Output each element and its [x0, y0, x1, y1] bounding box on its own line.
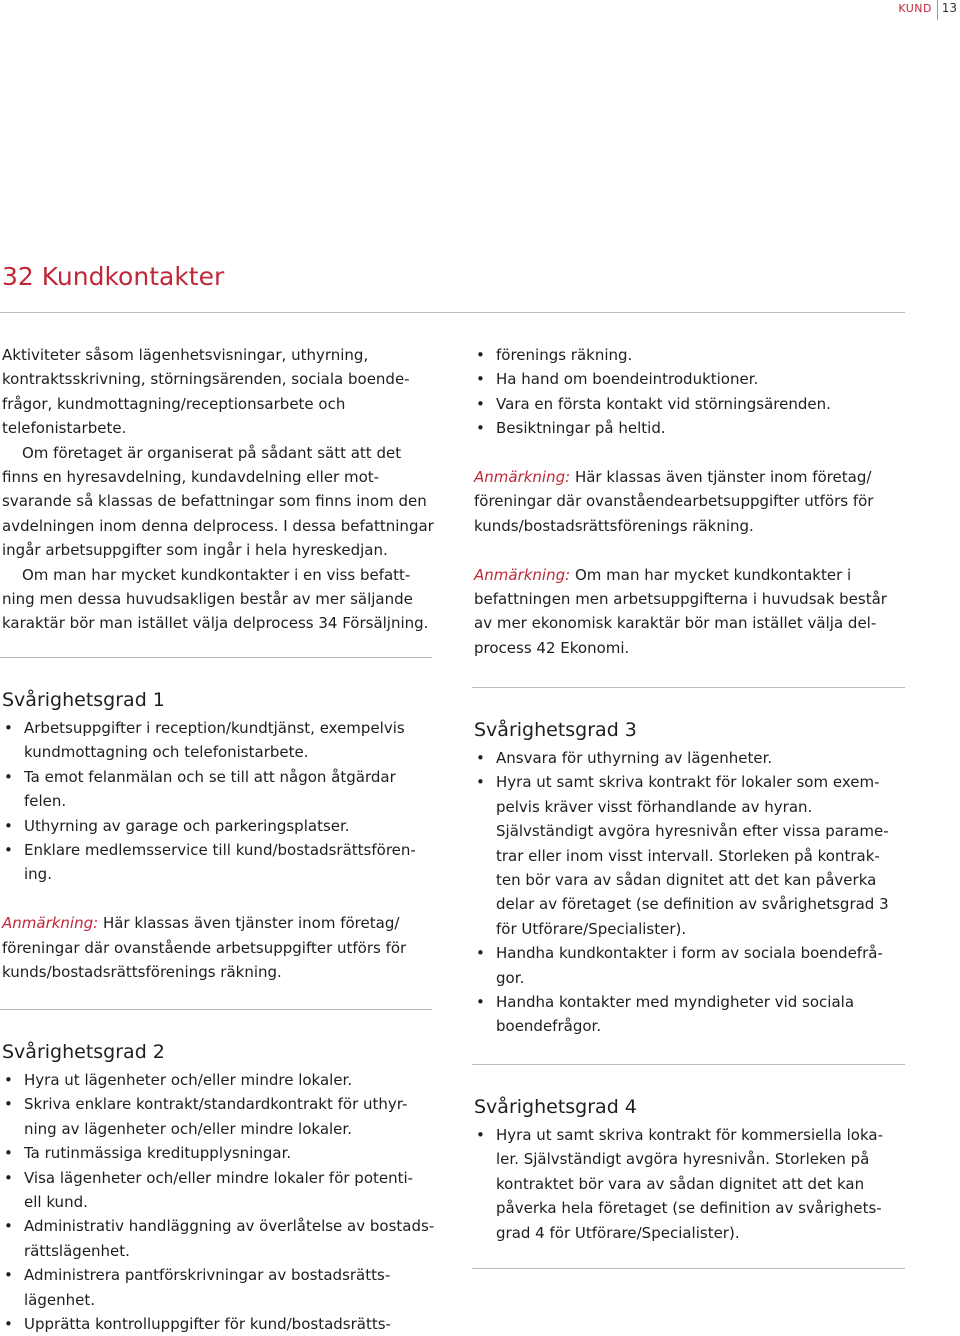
section-label: KUND [898, 2, 932, 15]
note-label: Anmärkning: [474, 565, 571, 584]
list-item: • Handha kundkontakter i form av sociala boendefrå- gor. [474, 941, 914, 990]
list-item-continued: • förenings räkning. [474, 343, 914, 367]
grade2-heading: Svårighetsgrad 2 [2, 1041, 165, 1063]
list-item: • Ansvara för uthyrning av lägenheter. [474, 746, 914, 770]
paragraph-line: karaktär bör man istället välja delprocess 34 Försäljning. [2, 614, 429, 633]
list-item: • Uthyrning av garage och parkeringsplatser. [2, 814, 442, 838]
grade2-section [2, 1040, 442, 1336]
list-item: • Skriva enklare kontrakt/standardkontrakt för uthyr- ning av lägenheter och/eller mindre lokaler. [2, 1092, 442, 1141]
note-line: föreningar där ovanstående arbetsuppgifter utförs för [2, 938, 407, 957]
paragraph-line: ning men dessa huvudsakligen består av mer säljande [2, 590, 413, 609]
intro-section [2, 343, 442, 636]
note-line: befattningen men arbetsuppgifterna i huvudsak består [474, 590, 887, 609]
list-item: • Ta emot felanmälan och se till att någon åtgärdar felen. [2, 765, 442, 814]
header-divider [937, 0, 938, 20]
list-item: • Visa lägenheter och/eller mindre lokaler för potenti- ell kund. [2, 1166, 442, 1215]
intro-line: Aktiviteter såsom lägenhetsvisningar, uthyrning, [2, 346, 369, 364]
page-number: 13 [941, 1, 957, 15]
list-item: • Administrera pantförskrivningar av bostadsrätts- lägenhet. [2, 1263, 442, 1312]
grade3-heading: Svårighetsgrad 3 [474, 719, 637, 741]
list-item: • Upprätta kontrolluppgifter för kund/bostadsrätts- [2, 1312, 442, 1336]
intro-line: frågor, kundmottagning/receptionsarbete och [2, 394, 346, 413]
paragraph-line: svarande så klassas de befattningar som finns inom den [2, 492, 427, 511]
list-item: • Hyra ut samt skriva kontrakt för kommersiella loka- ler. Självständigt avgöra hyresnivån. Storleken på kontraktet bör vara av sådan dignitet att det kan påverka hela företaget (se definition av svårighets- grad 4 för Utförare/Specialister). [474, 1123, 914, 1245]
list-item: • Arbetsuppgifter i reception/kundtjänst, exempelvis kundmottagning och telefonistarbete. [2, 716, 442, 765]
paragraph-line: ingår arbetsuppgifter som ingår i hela hyreskedjan. [2, 541, 388, 560]
page-title: 32 Kundkontakter [2, 262, 225, 291]
note-line: Anmärkning: Här klassas även tjänster inom företag/ [474, 468, 872, 487]
list-item: • Ha hand om boendeintroduktioner. [474, 367, 914, 391]
list-item: • Hyra ut lägenheter och/eller mindre lokaler. [2, 1068, 442, 1092]
section-rule [0, 657, 432, 658]
note-line: process 42 Ekonomi. [474, 638, 630, 657]
page-header [0, 0, 960, 22]
grade4-heading: Svårighetsgrad 4 [474, 1096, 637, 1118]
note-line: kunds/bostadsrättsförenings räkning. [474, 516, 754, 535]
note-line: av mer ekonomisk karaktär bör man istället välja del- [474, 614, 877, 633]
note-line: Anmärkning: Här klassas även tjänster inom företag/ [2, 914, 400, 933]
grade1-section [2, 688, 442, 984]
title-rule [0, 312, 905, 313]
list-item: • Vara en första kontakt vid störningsärenden. [474, 392, 914, 416]
grade3-section [474, 718, 914, 1039]
note-line: föreningar där ovanståendearbetsuppgifter utförs för [474, 492, 874, 511]
note-label: Anmärkning: [2, 914, 99, 933]
paragraph-line: Om företaget är organiserat på sådant sätt att det [22, 443, 402, 462]
section-rule [472, 687, 905, 688]
note-line: kunds/bostadsrättsförenings räkning. [2, 963, 282, 982]
list-item: • Handha kontakter med myndigheter vid sociala boendefrågor. [474, 990, 914, 1039]
grade1-heading: Svårighetsgrad 1 [2, 689, 165, 711]
intro-line: kontraktsskrivning, störningsärenden, sociala boende- [2, 370, 410, 389]
list-item: • Ta rutinmässiga kreditupplysningar. [2, 1141, 442, 1165]
paragraph-line: finns en hyresavdelning, kundavdelning eller mot- [2, 468, 380, 487]
note-label: Anmärkning: [474, 468, 571, 487]
section-rule [0, 1009, 432, 1010]
list-item: • Hyra ut samt skriva kontrakt för lokaler som exem- pelvis kräver visst förhandlande av hyran. Självständigt avgöra hyresnivån efter vissa parame- trar eller inom visst intervall. Storleken på kontrak- ten bör vara av sådan dignitet att det kan påverka delar av företaget (se definition av svårighetsgrad 3 för Utförare/Specialister). [474, 770, 914, 941]
list-item: • Besiktningar på heltid. [474, 416, 914, 440]
paragraph-line: avdelningen inom denna delprocess. I dessa befattningar [2, 516, 434, 535]
list-item: • Administrativ handläggning av överlåtelse av bostads- rättslägenhet. [2, 1214, 442, 1263]
note-line: Anmärkning: Om man har mycket kundkontakter i [474, 565, 852, 584]
paragraph-line: Om man har mycket kundkontakter i en viss befatt- [22, 565, 411, 584]
intro-line: telefonistarbete. [2, 419, 127, 438]
section-rule [472, 1268, 905, 1269]
section-rule [472, 1064, 905, 1065]
right-continuation [474, 343, 914, 660]
grade4-section [474, 1095, 914, 1245]
list-item: • Enklare medlemsservice till kund/bostadsrättsfören- ing. [2, 838, 442, 887]
